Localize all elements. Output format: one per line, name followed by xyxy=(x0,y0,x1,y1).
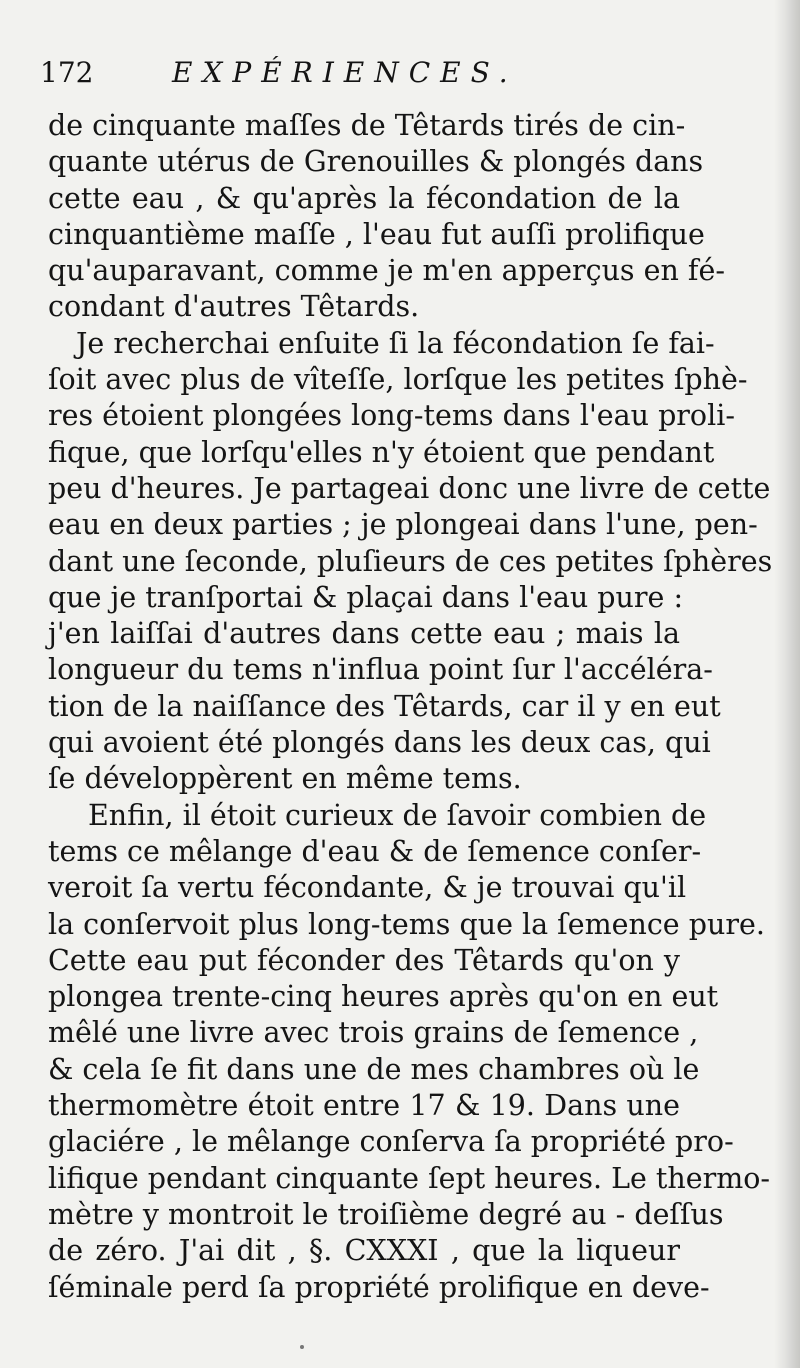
text-line: j'en laiſſai d'autres dans cette eau ; mais la xyxy=(48,617,680,651)
running-title: EXPÉRIENCES. xyxy=(172,56,518,89)
text-line: que je tranſportai & plaçai dans l'eau pure : xyxy=(48,580,684,614)
text-line: res étoient plongées long-tems dans l'eau proli- xyxy=(48,399,735,433)
text-line: de cinquante maſſes de Têtards tirés de cin- xyxy=(48,109,686,142)
text-line: Je recherchai enſuite ſi la fécondation ſe fai- xyxy=(76,326,715,360)
text-line: Enfin, il étoit curieux de ſavoir combien de xyxy=(88,798,707,832)
text-line: glaciére , le mêlange conſerva ſa propriété pro- xyxy=(48,1125,734,1159)
text-line: longueur du tems n'influa point ſur l'accéléra- xyxy=(48,653,713,687)
text-line: ſe développèrent en même tems. xyxy=(48,762,522,796)
text-line: cinquantième maſſe , l'eau fut auſſi prolifique xyxy=(48,217,705,251)
text-line: lifique pendant cinquante ſept heures. Le thermo- xyxy=(48,1161,771,1195)
text-line: qu'auparavant, comme je m'en apperçus en fé- xyxy=(48,254,725,288)
text-line: plongea trente-cinq heures après qu'on en eut xyxy=(48,980,719,1014)
text-line: & cela ſe fit dans une de mes chambres où le xyxy=(48,1052,700,1086)
text-line: peu d'heures. Je partageai donc une livre de cette xyxy=(48,471,771,505)
page-edge-shadow xyxy=(774,0,800,1368)
text-line: la conſervoit plus long-tems que la ſemence pure. xyxy=(48,907,765,941)
page-header xyxy=(40,56,660,96)
body-text xyxy=(48,108,773,1306)
text-line: qui avoient été plongés dans les deux cas, qui xyxy=(48,726,711,760)
text-line: mètre y montroit le troiſième degré au - deſſus xyxy=(48,1197,724,1231)
text-line: fique, que lorſqu'elles n'y étoient que pendant xyxy=(48,435,715,469)
text-line: eau en deux parties ; je plongeai dans l'une, pen- xyxy=(48,508,758,542)
text-line: ſoit avec plus de vîteſſe, lorſque les petites ſphè- xyxy=(48,363,748,397)
text-line: dant une ſeconde, pluſieurs de ces petites ſphères xyxy=(48,544,773,578)
text-line: tems ce mêlange d'eau & de ſemence conſer- xyxy=(48,834,702,868)
text-line: veroit ſa vertu fécondante, & je trouvai qu'il xyxy=(48,871,687,905)
text-line: cette eau , & qu'après la fécondation de la xyxy=(48,181,680,215)
text-line: mêlé une livre avec trois grains de ſemence , xyxy=(48,1016,699,1050)
text-line: de zéro. J'ai dit , §. CXXXI , que la liqueur xyxy=(48,1234,680,1268)
text-line: tion de la naiſſance des Têtards, car il y en eut xyxy=(48,689,721,723)
text-line: Cette eau put féconder des Têtards qu'on y xyxy=(48,943,680,977)
text-line: quante utérus de Grenouilles & plongés dans xyxy=(48,145,704,179)
page-number: 172 xyxy=(40,56,94,89)
text-line: ſéminale perd ſa propriété prolifique en deve- xyxy=(48,1270,710,1304)
footer-mark xyxy=(300,1345,304,1349)
text-line: condant d'autres Têtards. xyxy=(48,290,420,324)
text-line: thermomètre étoit entre 17 & 19. Dans une xyxy=(48,1089,680,1123)
